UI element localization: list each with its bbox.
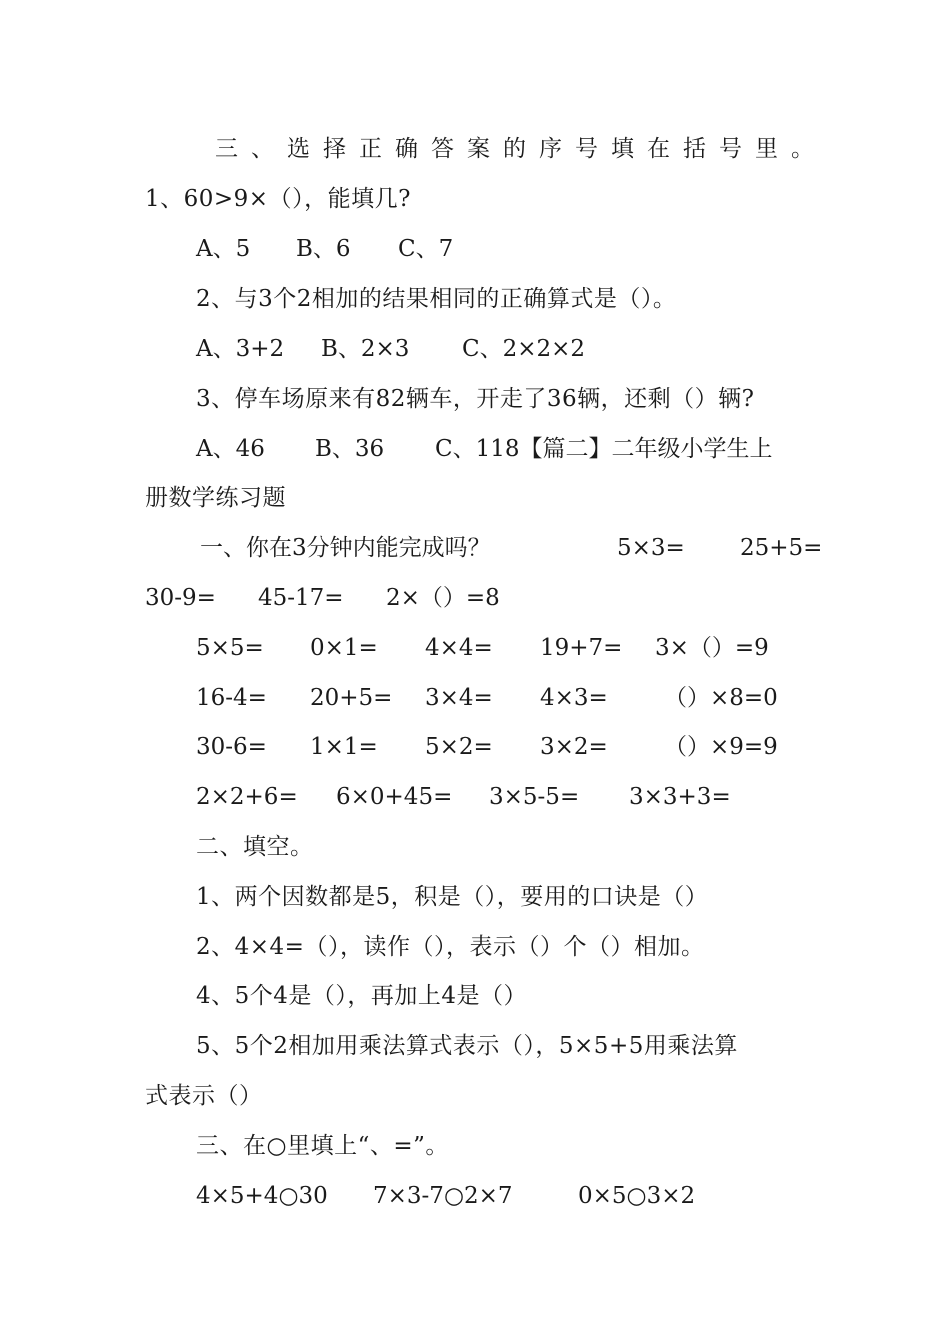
option-a: A、5 [196, 236, 251, 262]
mental-item: 4×3= [540, 685, 608, 711]
mental-item: 2×2+6= [196, 784, 298, 810]
section-title-choose: 三、选择正确答案的序号填在括号里。 [215, 136, 827, 162]
mental-item: 3×5-5= [489, 784, 580, 810]
fill-question-1: 1、两个因数都是5，积是（），要用的口诀是（） [196, 884, 709, 910]
mental-item: 3×（）=9 [655, 635, 769, 661]
question-3: 3、停车场原来有82辆车，开走了36辆，还剩（）辆? [196, 386, 755, 412]
mental-item: 2×（）=8 [386, 585, 500, 611]
mental-item: 5×5= [196, 635, 264, 661]
fill-question-5-continuation: 式表示（） [145, 1083, 263, 1109]
mental-item: 0×1= [310, 635, 378, 661]
mental-item: 3×3+3= [629, 784, 731, 810]
mental-item: 5×3= [617, 535, 685, 561]
option-b: B、6 [296, 236, 351, 262]
mental-item: 1×1= [310, 734, 378, 760]
option-c-and-heading: C、118【篇二】二年级小学生上 [435, 436, 773, 462]
compare-item: 0×5○3×2 [578, 1183, 696, 1209]
compare-item: 7×3-7○2×7 [373, 1183, 513, 1209]
mental-item: 5×2= [425, 734, 493, 760]
mental-item: 3×4= [425, 685, 493, 711]
mental-item: （）×9=9 [664, 734, 778, 760]
mental-item: 30-6= [196, 734, 267, 760]
mental-item: 16-4= [196, 685, 267, 711]
option-a: A、46 [196, 436, 265, 462]
mental-item: 30-9= [145, 585, 216, 611]
compare-title: 三、在○里填上“、=”。 [196, 1133, 449, 1159]
fill-question-2: 2、4×4=（），读作（），表示（）个（）相加。 [196, 934, 705, 960]
mental-item: 45-17= [258, 585, 344, 611]
option-a: A、3+2 [196, 336, 285, 362]
option-c: C、2×2×2 [462, 336, 586, 362]
heading-continuation: 册数学练习题 [145, 485, 286, 511]
compare-item: 4×5+4○30 [196, 1183, 328, 1209]
fill-title: 二、填空。 [196, 834, 314, 860]
mental-title: 一、你在3分钟内能完成吗？ [200, 535, 491, 561]
option-b: B、36 [315, 436, 385, 462]
mental-item: 6×0+45= [336, 784, 453, 810]
mental-item: 25+5= [740, 535, 823, 561]
question-2: 2、与3个2相加的结果相同的正确算式是（）。 [196, 286, 677, 312]
mental-item: 19+7= [540, 635, 623, 661]
fill-question-4: 4、5个4是（），再加上4是（） [196, 983, 528, 1009]
option-b: B、2×3 [321, 336, 410, 362]
mental-item: 3×2= [540, 734, 608, 760]
mental-item: （）×8=0 [664, 685, 778, 711]
mental-item: 4×4= [425, 635, 493, 661]
option-c: C、7 [398, 236, 454, 262]
question-1: 1、60>9×（），能填几? [145, 186, 411, 212]
fill-question-5: 5、5个2相加用乘法算式表示（），5×5+5用乘法算 [196, 1033, 738, 1059]
mental-item: 20+5= [310, 685, 393, 711]
